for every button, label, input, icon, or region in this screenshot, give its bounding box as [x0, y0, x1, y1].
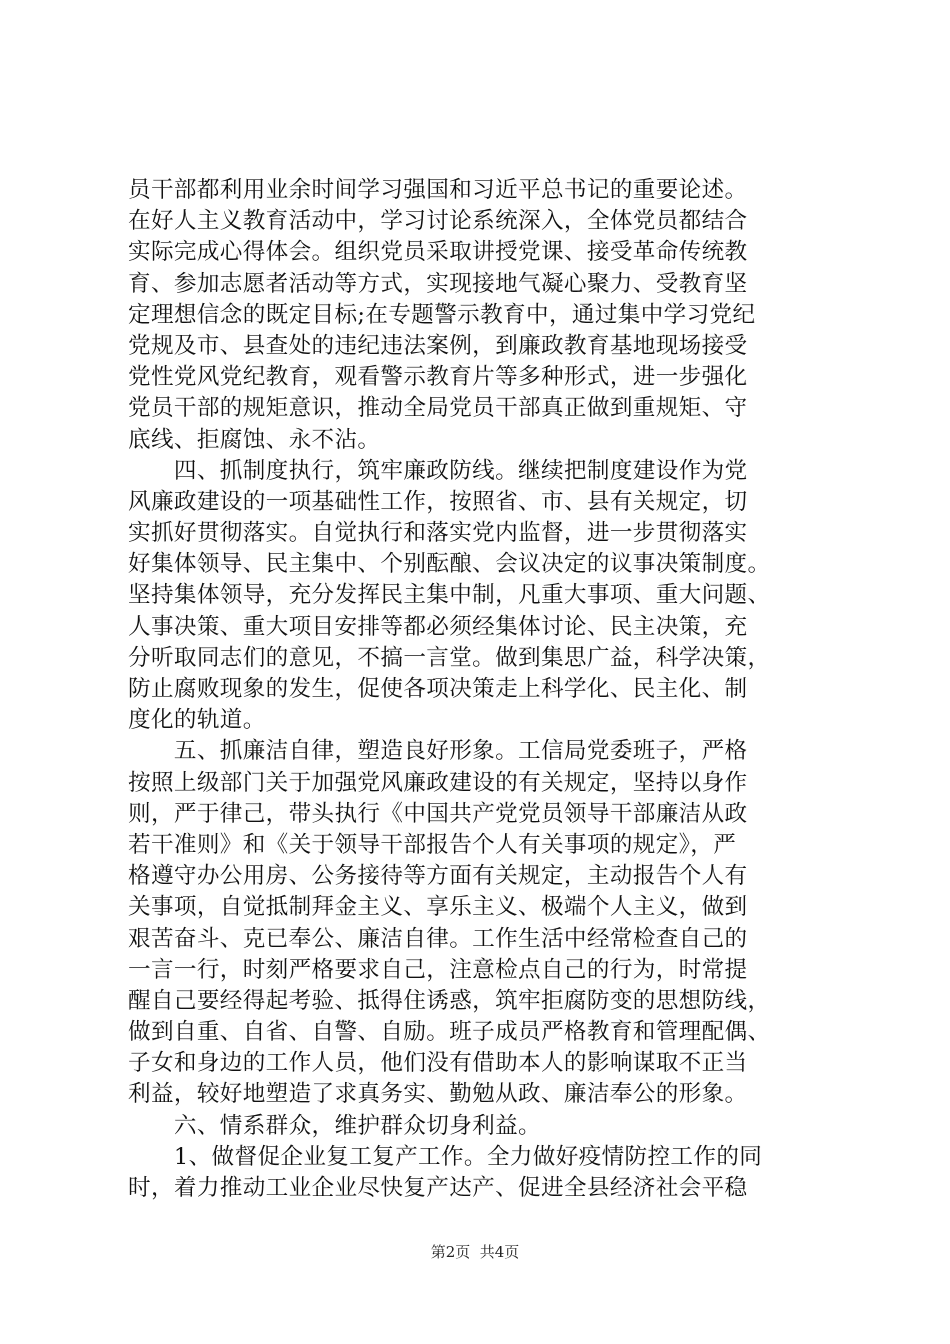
text-line: 醒自己要经得起考验、抵得住诱惑，筑牢拒腐防变的思想防线，	[128, 987, 771, 1014]
text-line: 利益，较好地塑造了求真务实、勤勉从政、廉洁奉公的形象。	[128, 1081, 748, 1108]
text-line: 格遵守办公用房、公务接待等方面有关规定，主动报告个人有	[128, 863, 748, 890]
text-line: 人事决策、重大项目安排等都必须经集体讨论、民主决策，充	[128, 613, 748, 640]
text-line: 定理想信念的既定目标;在专题警示教育中，通过集中学习党纪	[128, 301, 756, 328]
text-line: 四、抓制度执行，筑牢廉政防线。继续把制度建设作为党	[128, 457, 748, 484]
text-line: 艰苦奋斗、克已奉公、廉洁自律。工作生活中经常检查自己的	[128, 925, 748, 952]
text-line: 育、参加志愿者活动等方式，实现接地气凝心聚力、受教育坚	[128, 270, 748, 297]
page-footer: 第2页 共4页	[430, 1243, 520, 1261]
text-line: 六、情系群众，维护群众切身利益。	[128, 1112, 541, 1139]
text-line: 时，着力推动工业企业尽快复产达产、促进全县经济社会平稳	[128, 1175, 748, 1201]
text-line: 关事项，自觉抵制拜金主义、享乐主义、极端个人主义，做到	[128, 894, 748, 921]
text-line: 员干部都利用业余时间学习强国和习近平总书记的重要论述。	[128, 177, 748, 203]
text-line: 子女和身边的工作人员，他们没有借助本人的影响谋取不正当	[128, 1050, 748, 1077]
text-line: 在好人主义教育活动中，学习讨论系统深入，全体党员都结合	[128, 208, 748, 235]
text-line: 防止腐败现象的发生，促使各项决策走上科学化、民主化、制	[128, 676, 748, 702]
text-line: 党规及市、县查处的违纪违法案例，到廉政教育基地现场接受	[128, 332, 748, 359]
body-text	[128, 175, 840, 1204]
text-line: 分听取同志们的意见，不搞一言堂。做到集思广益，科学决策，	[128, 644, 771, 671]
text-line: 党性党风党纪教育，观看警示教育片等多种形式，进一步强化	[128, 364, 748, 391]
text-line: 若干准则》和《关于领导干部报告个人有关事项的规定》，严	[128, 831, 737, 858]
text-line: 坚持集体领导，充分发挥民主集中制，凡重大事项、重大问题、	[128, 582, 771, 609]
text-line: 实际完成心得体会。组织党员采取讲授党课、接受革命传统教	[128, 239, 748, 266]
text-line: 一言一行，时刻严格要求自己，注意检点自己的行为，时常提	[128, 956, 748, 983]
text-line: 做到自重、自省、自警、自励。班子成员严格教育和管理配偶、	[128, 1019, 771, 1046]
text-line: 五、抓廉洁自律，塑造良好形象。工信局党委班子，严格	[128, 738, 748, 765]
text-line: 实抓好贯彻落实。自觉执行和落实党内监督，进一步贯彻落实	[128, 520, 748, 547]
text-line: 则，严于律己，带头执行《中国共产党党员领导干部廉洁从政	[128, 800, 748, 827]
text-line: 1、做督促企业复工复产工作。全力做好疫情防控工作的同	[128, 1143, 763, 1170]
text-line: 按照上级部门关于加强党风廉政建设的有关规定，坚持以身作	[128, 769, 748, 796]
text-line: 底线、拒腐蚀、永不沾。	[128, 426, 381, 453]
text-line: 好集体领导、民主集中、个别酝酿、会议决定的议事决策制度。	[128, 551, 771, 578]
text-line: 风廉政建设的一项基础性工作，按照省、市、县有关规定，切	[128, 488, 748, 515]
text-line: 度化的轨道。	[128, 707, 266, 734]
text-line: 党员干部的规矩意识，推动全局党员干部真正做到重规矩、守	[128, 395, 748, 422]
